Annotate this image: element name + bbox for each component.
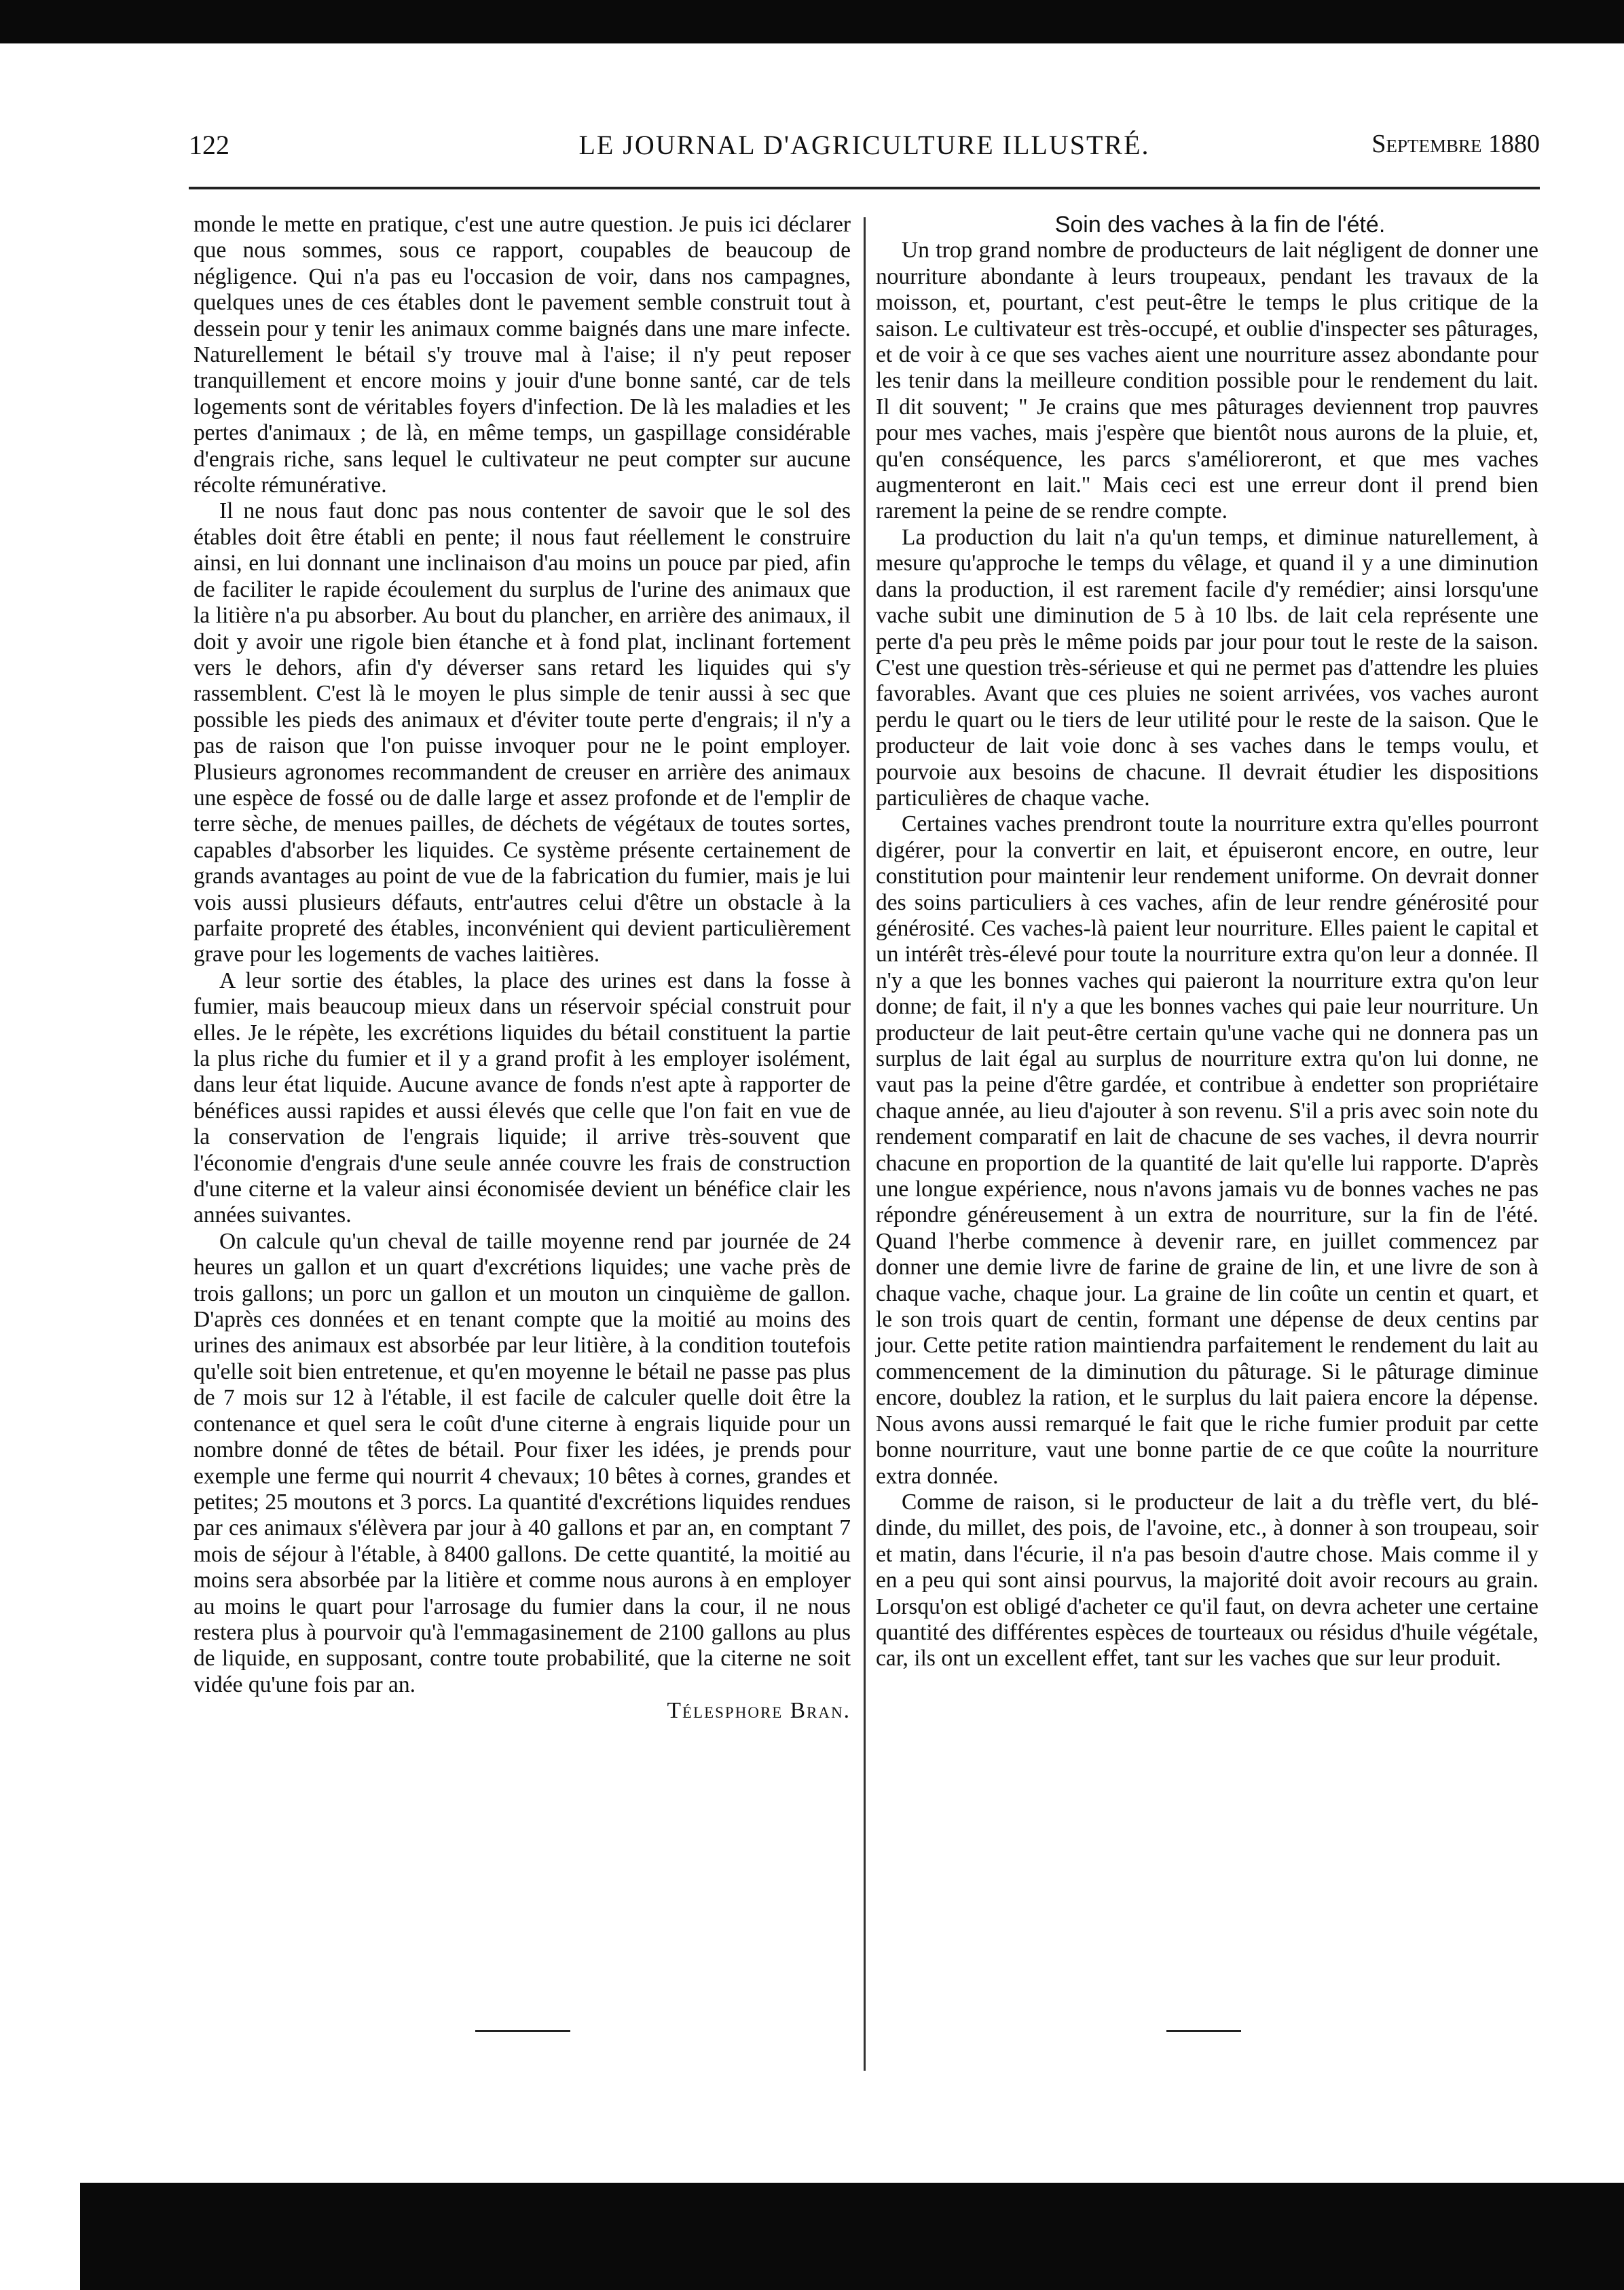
scan-border-top	[0, 0, 1624, 43]
right-column	[876, 212, 1538, 1672]
article-title: Soin des vaches à la fin de l'été.	[1054, 212, 1386, 238]
right-paragraph-3: Certaines vaches prendront toute la nourriture extra qu'elles pourront digérer, pour la convertir en lait, et épuiseront encore, en outre, leur constitution pour maintenir leur rendement uniforme. On devrait donner des soins particuliers à ces vaches, afin de leur rendre générosité pour générosité. Ces vaches-là paient leur nourriture. Elles paient le capital et un intérêt très-élevé pour toute la nourriture extra qu'on leur a donnée. Il n'y a que les bonnes vaches qui paieront la nourriture extra qu'on leur donne; de fait, il n'y a que les bonnes vaches qui paie leur nourriture. Un producteur de lait peut-être certain qu'une vache qui ne donnera pas un surplus de lait égal au surplus de nourriture extra qu'on lui donne, ne vaut pas la peine d'être gardée, et contribue à endetter son propriétaire chaque année, au lieu d'ajouter à son revenu. S'il a pris avec soin note du rendement comparatif en lait de chacune de ses vaches, il devra nourrir chacune en proportion de la quantité de lait qu'elle lui rapporte. D'après une longue expérience, nous n'avons jamais vu de bonnes vaches ne pas répondre généreusement à un extra de nourriture, sur la fin de l'été. Quand l'herbe commence à devenir rare, en juillet commencez par donner une demie livre de farine de graine de lin, et une livre de son à chaque vache, chaque jour. La graine de lin coûte un centin et quart, et le son trois quart de centin, formant une dépense de deux centins par jour. Cette petite ration maintiendra parfaitement le rendement du lait au commencement de la diminution du pâturage. Si le pâturage diminue encore, doublez la ration, et le surplus du lait paiera encore la dépense. Nous avons aussi remarqué le fait que le riche fumier produit par cette bonne nourriture, vaut une bonne partie de ce que coûte la nourriture extra donnée.	[876, 811, 1538, 1489]
left-paragraph-3: A leur sortie des étables, la place des urines est dans la fosse à fumier, mais beaucoup mieux dans un réservoir spécial construit pour elles. Je le répète, les excrétions liquides du bétail constituent la partie la plus riche du fumier et il y a grand profit à les employer isolément, dans leur état liquide. Aucune avance de fonds n'est apte à rapporter de bénéfices aussi rapides et aussi élevés que celle que l'on fait en vue de la conservation de l'engrais liquide; il arrive très-souvent que l'économie d'engrais d'une seule année couvre les frais de construction d'une citerne et la valeur ainsi économisée devient un bénéfice clair les années suivantes.	[193, 967, 851, 1228]
end-rule-left	[475, 2030, 570, 2032]
page-header	[189, 129, 1540, 170]
left-paragraph-1: monde le mette en pratique, c'est une autre question. Je puis ici déclarer que nous sommes, sous ce rapport, coupables de beaucoup de négligence. Qui n'a pas eu l'occasion de voir, dans nos campagnes, quelques unes de ces étables dont le pavement semble construit tout à dessein pour y tenir les animaux comme baignés dans une mare infecte. Naturellement le bétail s'y trouve mal à l'aise; il n'y peut reposer tranquillement et encore moins y jouir d'une bonne santé, car de tels logements sont de véritables foyers d'infection. De là les maladies et les pertes d'animaux ; de là, en même temps, un gaspillage considérable d'engrais riche, sans lequel le cultivateur ne peut compter sur aucune récolte rémunérative.	[193, 212, 851, 498]
left-paragraph-2: Il ne nous faut donc pas nous contenter de savoir que le sol des étables doit être établi en pente; il nous faut réellement le construire ainsi, en lui donnant une inclinaison d'au moins un pouce par pied, afin de faciliter le rapide écoulement du surplus de l'urine des animaux que la litière n'a pu absorber. Au bout du plancher, en arrière des animaux, il doit y avoir une rigole bien étanche et à fond plat, inclinant fortement vers le dehors, afin d'y déverser sans retard les liquides qui s'y rassemblent. C'est là le moyen le plus simple de tenir aussi à sec que possible les pieds des animaux et d'éviter toute perte d'engrais; il n'y a pas de raison que l'on puisse invoquer pour ne le point employer. Plusieurs agronomes recommandent de creuser en arrière des animaux une espèce de fossé ou de dalle large et assez profonde et de l'emplir de terre sèche, de menues pailles, de déchets de végétaux de toutes sortes, capables d'absorber les liquides. Ce système présente certainement de grands avantages au point de vue de la fabrication du fumier, mais je lui vois aussi plusieurs défauts, entr'autres celui d'être un obstacle à la parfaite propreté des étables, inconvénient qui devient particulièrement grave pour les logements de vaches laitières.	[193, 498, 851, 967]
journal-title: LE JOURNAL D'AGRICULTURE ILLUSTRÉ.	[578, 130, 1150, 160]
scan-border-bottom	[80, 2183, 1624, 2290]
right-paragraph-4: Comme de raison, si le producteur de lait a du trèfle vert, du blé-dinde, du millet, des pois, de l'avoine, etc., à donner à son troupeau, soir et matin, dans l'écurie, il n'a pas besoin d'autre chose. Mais comme il y en a peu qui sont ainsi pourvus, la majorité doit avoir recours au grain. Lorsqu'on est obligé d'acheter ce qu'il faut, on devra acheter une certaine quantité des différentes espèces de tourteaux ou résidus d'huile végétale, car, ils ont un excellent effet, tant sur les vaches que sur leur produit.	[876, 1489, 1538, 1672]
page-number: 122	[189, 130, 229, 160]
left-column	[193, 212, 851, 1724]
right-paragraph-1: Un trop grand nombre de producteurs de lait négligent de donner une nourriture abondante à leurs troupeaux, pendant les travaux de la moisson, et, pourtant, c'est peut-être le temps le plus critique de la saison. Le cultivateur est très-occupé, et oublie d'inspecter ses pâturages, et de voir à ce que ses vaches aient une nourriture assez abondante pour les tenir dans la meilleure condition possible pour le rendement du lait. Il dit souvent; " Je crains que mes pâturages deviennent trop pauvres pour mes vaches, mais j'espère que bientôt nous aurons de la pluie, et, qu'en conséquence, les parcs s'amélioreront, et que mes vaches augmenteront en lait." Mais ceci est une erreur dont il prend bien rarement la peine de se rendre compte.	[876, 238, 1538, 524]
header-rule	[189, 187, 1540, 189]
end-rule-right	[1166, 2030, 1241, 2032]
left-paragraph-4: On calcule qu'un cheval de taille moyenne rend par journée de 24 heures un gallon et un quart d'excrétions liquides; une vache près de trois gallons; un porc un gallon et un mouton un cinquième de gallon. D'après ces données et en tenant compte que la moitié au moins des urines des animaux est absorbée par leur litière, à la condition toutefois qu'elle soit bien entretenue, et qu'en moyenne le bétail ne passe pas plus de 7 mois sur 12 à l'étable, il est facile de calculer quelle doit être la contenance et quel sera le coût d'une citerne à engrais liquide pour un nombre donné de têtes de bétail. Pour fixer les idées, je prends pour exemple une ferme qui nourrit 4 chevaux; 10 bêtes à cornes, grandes et petites; 25 moutons et 3 porcs. La quantité d'excrétions liquides rendues par ces animaux s'élèvera par jour à 40 gallons et par an, en comptant 7 mois de séjour à l'étable, à 8400 gallons. De cette quantité, la moitié au moins sera absorbée par la litière et comme nous aurons à en employer au moins le quart pour l'arrosage du fumier dans la cour, il ne nous restera plus à pourvoir qu'à l'emmagasinement de 2100 gallons au plus de liquide, en supposant, contre toute probabilité, que la citerne ne soit vidée qu'une fois par an.	[193, 1228, 851, 1697]
right-paragraph-2: La production du lait n'a qu'un temps, et diminue naturellement, à mesure qu'approche le temps du vêlage, et quand il y a une diminution dans la production, il est rarement facile d'y remédier; ainsi lorsqu'une vache subit une diminution de 5 à 10 lbs. de lait cela représente une perte d'a peu près le même poids par jour pour tout le reste de la saison. C'est une question très-sérieuse et qui ne permet pas d'attendre les pluies favorables. Avant que ces pluies ne soient arrivées, vos vaches auront perdu le quart ou le tiers de leur utilité pour le reste de la saison. Que le producteur de lait voie donc à ses vaches dans le temps voulu, et pourvoie aux besoins de chacune. Il devrait étudier les dispositions particulières de chaque vache.	[876, 524, 1538, 811]
column-divider	[864, 217, 866, 2071]
issue-date: Septembre 1880	[1371, 130, 1540, 158]
author-signature: Télesphore Bran.	[667, 1698, 851, 1724]
